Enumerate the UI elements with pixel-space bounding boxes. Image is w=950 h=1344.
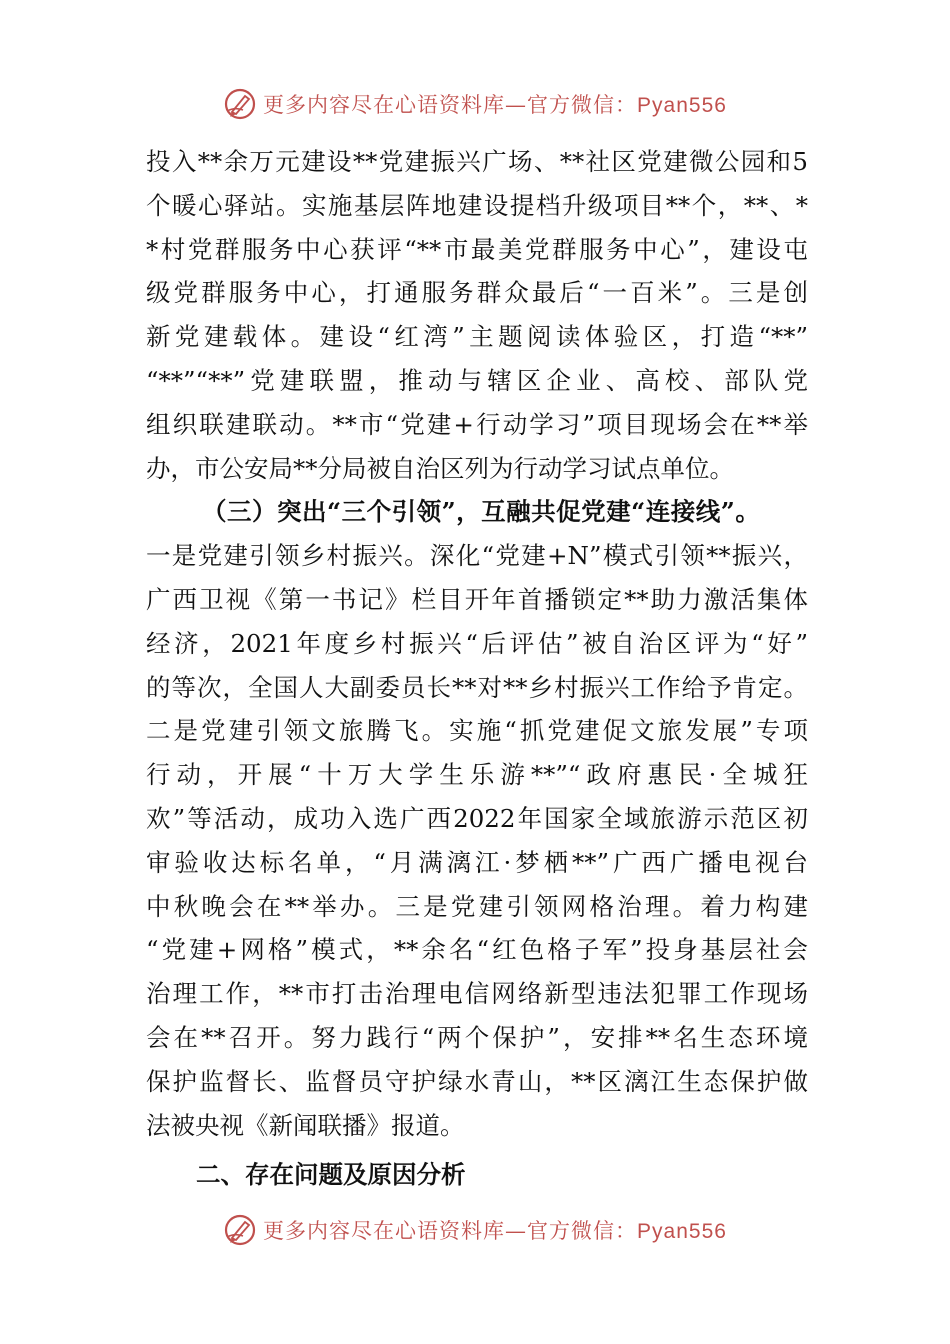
text-line: 会在**召开。努力践行“两个保护”，安排**名生态环境 [146, 1022, 808, 1052]
banner-wechat-id: Pyan556 [637, 94, 727, 117]
text-line: 中秋晚会在**举办。三是党建引领网格治理。着力构建 [146, 891, 808, 921]
text-line: “**”“**”党建联盟，推动与辖区企业、高校、部队党 [146, 365, 808, 395]
text-line: 新党建载体。建设“红湾”主题阅读体验区，打造“**” [146, 322, 808, 352]
paragraph-2 [146, 490, 808, 1147]
text-line: 行动，开展“十万大学生乐游**”“政府惠民·全城狂 [146, 760, 808, 790]
banner-wechat-id: Pyan556 [637, 1220, 727, 1243]
text-line: “党建+网格”模式，**余名“红色格子军”投身基层社会 [146, 935, 808, 965]
text-line: 经济，2021年度乡村振兴“后评估”被自治区评为“好” [146, 628, 808, 658]
text-line: 办，市公安局**分局被自治区列为行动学习试点单位。 [146, 453, 734, 483]
text-line: 二是党建引领文旅腾飞。实施“抓党建促文旅发展”专项 [146, 716, 808, 746]
text-line: 欢”等活动，成功入选广西2022年国家全域旅游示范区初 [146, 803, 808, 833]
pen-circle-logo-icon [223, 87, 257, 121]
banner-label: 更多内容尽在心语资料库—官方微信： [263, 1219, 638, 1243]
subsection-heading: （三）突出“三个引领”，互融共促党建“连接线”。 [202, 497, 761, 527]
banner-text [263, 1215, 727, 1245]
text-line: 级党群服务中心，打通服务群众最后“一百米”。三是创 [146, 278, 808, 308]
text-line: 一是党建引领乡村振兴。深化“党建+N”模式引领**振兴， [146, 541, 808, 571]
text-line: 治理工作，**市打击治理电信网络新型违法犯罪工作现场 [146, 979, 808, 1009]
text-line: *村党群服务中心获评“**市最美党群服务中心”，建设屯 [146, 234, 808, 264]
section-heading: 二、存在问题及原因分析 [196, 1160, 466, 1190]
text-line: 审验收达标名单，“月满漓江·梦栖**”广西广播电视台 [146, 847, 808, 877]
pen-circle-logo-icon [223, 1213, 257, 1247]
text-line: 广西卫视《第一书记》栏目开年首播锁定**助力激活集体 [146, 584, 808, 614]
footer-banner [0, 1210, 950, 1250]
header-banner [0, 84, 950, 124]
text-line: 组织联建联动。**市“党建+行动学习”项目现场会在**举 [146, 409, 808, 439]
paragraph-1 [146, 140, 808, 490]
document-body [146, 140, 808, 1197]
text-line: 法被央视《新闻联播》报道。 [146, 1110, 465, 1140]
text-line: 投入**余万元建设**党建振兴广场、**社区党建微公园和5 [146, 147, 808, 176]
banner-label: 更多内容尽在心语资料库—官方微信： [263, 93, 638, 117]
text-line: 个暖心驿站。实施基层阵地建设提档升级项目**个，**、* [146, 190, 808, 220]
banner-text [263, 89, 727, 119]
text-line: 的等次，全国人大副委员长**对**乡村振兴工作给予肯定。 [146, 672, 808, 702]
text-line: 保护监督长、监督员守护绿水青山，**区漓江生态保护做 [146, 1066, 808, 1096]
